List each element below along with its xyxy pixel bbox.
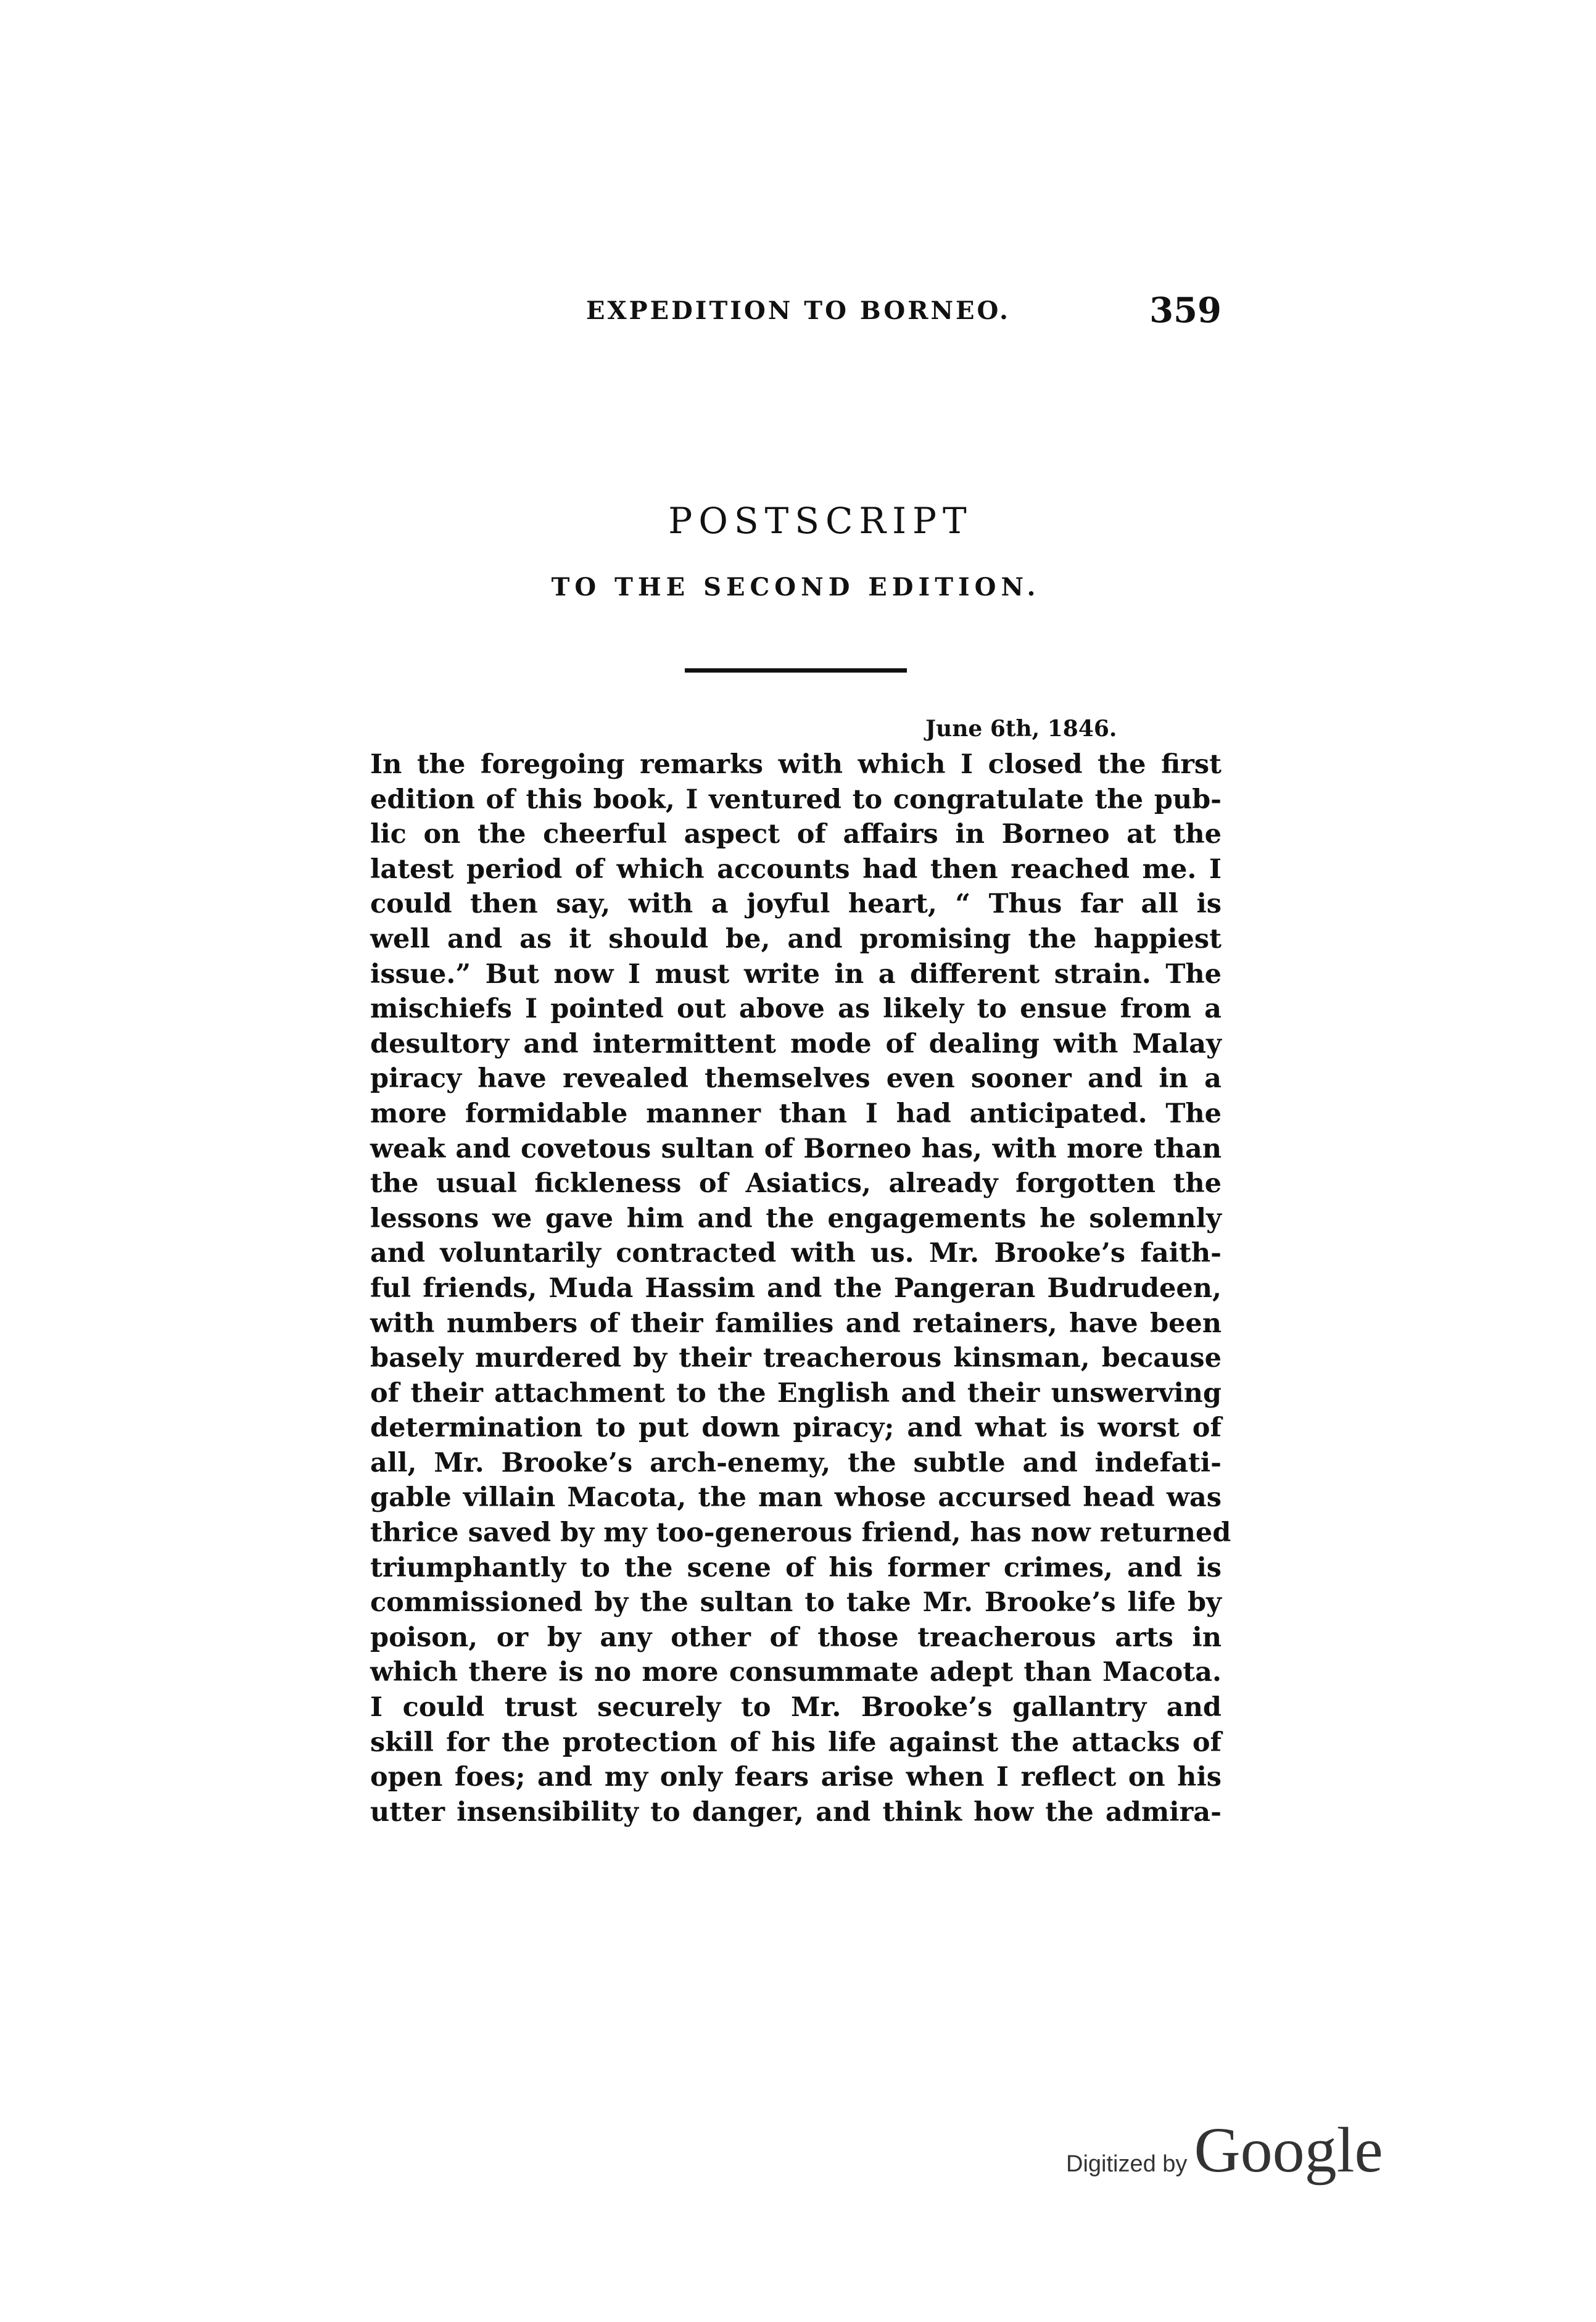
body-paragraph	[370, 747, 1231, 1830]
text-line: gable villain Macota, the man whose accursed head was	[370, 1482, 1222, 1514]
section-subtitle: TO THE SECOND EDITION.	[551, 573, 1041, 602]
text-line: could then say, with a joyful heart, “ Thus far all is	[370, 889, 1222, 920]
running-title: EXPEDITION TO BORNEO.	[586, 296, 1011, 325]
text-line: more formidable manner than I had anticipated. The	[370, 1098, 1222, 1129]
text-line: I could trust securely to Mr. Brooke’s gallantry and	[370, 1692, 1222, 1723]
text-line: skill for the protection of his life against the attacks of	[370, 1727, 1222, 1758]
text-line: issue.” But now I must write in a different strain. The	[370, 958, 1222, 990]
text-line: which there is no more consummate adept than Macota.	[370, 1657, 1222, 1688]
horizontal-rule	[685, 668, 907, 673]
text-line: mischiefs I pointed out above as likely to ensue from a	[370, 993, 1222, 1025]
text-line: open foes; and my only fears arise when I reflect on his	[370, 1762, 1222, 1793]
text-line: thrice saved by my too-generous friend, has now returned	[370, 1517, 1231, 1549]
text-line: commissioned by the sultan to take Mr. Brooke’s life by	[370, 1587, 1222, 1619]
text-line: latest period of which accounts had then reached me. I	[370, 853, 1222, 885]
text-line: triumphantly to the scene of his former crimes, and is	[370, 1552, 1222, 1583]
section-title: POSTSCRIPT	[668, 500, 973, 542]
text-line: all, Mr. Brooke’s arch-enemy, the subtle and indefati-	[370, 1447, 1222, 1478]
text-line: piracy have revealed themselves even sooner and in a	[370, 1063, 1222, 1095]
text-line: desultory and intermittent mode of dealing with Malay	[370, 1028, 1222, 1059]
text-line: ful friends, Muda Hassim and the Pangeran Budrudeen,	[370, 1272, 1222, 1304]
digitized-by-label: Digitized by	[1066, 2151, 1188, 2177]
text-line: utter insensibility to danger, and think how the admira-	[370, 1796, 1222, 1828]
digitized-watermark	[1066, 2113, 1383, 2187]
text-line: of their attachment to the English and their unswerving	[370, 1377, 1222, 1409]
text-line: poison, or by any other of those treacherous arts in	[370, 1622, 1222, 1653]
text-line: edition of this book, I ventured to congratulate the pub-	[370, 784, 1222, 815]
text-line: well and as it should be, and promising the happiest	[370, 923, 1222, 955]
page-number: 359	[1149, 290, 1222, 331]
text-line: determination to put down piracy; and what is worst of	[370, 1412, 1222, 1444]
text-line: lic on the cheerful aspect of affairs in Borneo at the	[370, 819, 1222, 850]
dateline: June 6th, 1846.	[925, 716, 1117, 742]
text-line: the usual fickleness of Asiatics, already forgotten the	[370, 1168, 1222, 1200]
running-head	[370, 290, 1222, 339]
text-line: and voluntarily contracted with us. Mr. Brooke’s faith-	[370, 1238, 1222, 1269]
text-line: with numbers of their families and retainers, have been	[370, 1308, 1222, 1339]
google-logo: Google	[1194, 2115, 1383, 2186]
text-line: basely murdered by their treacherous kinsman, because	[370, 1343, 1222, 1374]
text-line: lessons we gave him and the engagements he solemnly	[370, 1203, 1222, 1234]
text-line: In the foregoing remarks with which I closed the first	[370, 749, 1222, 780]
text-line: weak and covetous sultan of Borneo has, with more than	[370, 1133, 1222, 1164]
